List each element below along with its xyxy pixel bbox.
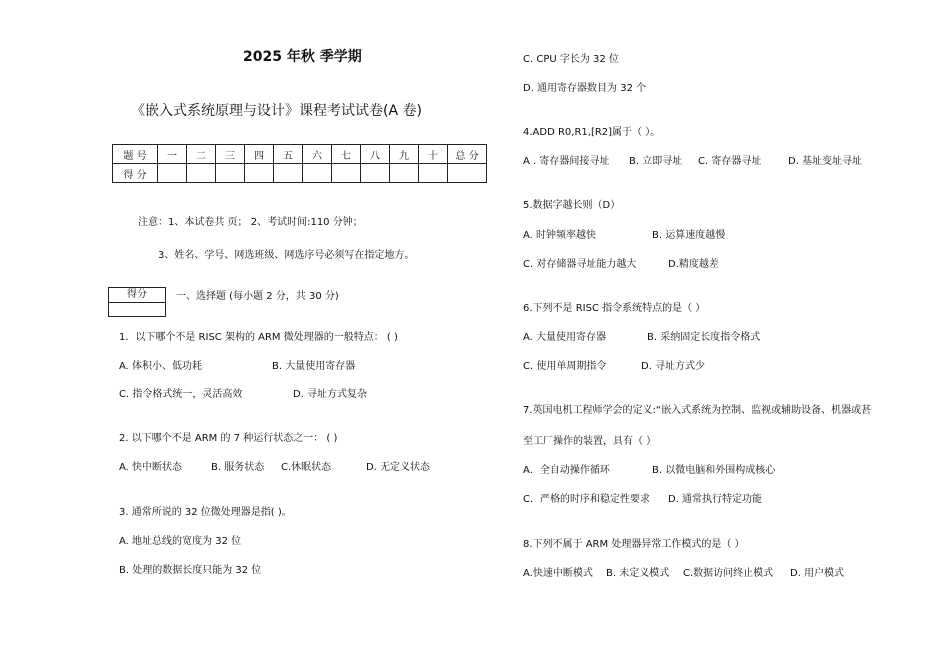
question-2: 2. 以下哪个不是 ARM 的 7 种运行状态之一： ( ) <box>119 433 338 444</box>
q1-option-d: D. 寻址方式复杂 <box>293 389 368 400</box>
score-cell-2: 二 <box>187 145 216 164</box>
score-input-2 <box>187 164 216 183</box>
score-cell-5: 五 <box>274 145 303 164</box>
question-1: 1．以下哪个不是 RISC 架构的 ARM 微处理器的一般特点： ( ) <box>119 332 398 343</box>
score-cell-3: 三 <box>216 145 245 164</box>
q3-option-d: D. 通用寄存器数目为 32 个 <box>523 83 647 94</box>
q2-option-b: B. 服务状态 <box>211 462 265 473</box>
section-title: 一、选择题 (每小题 2 分，共 30 分) <box>176 291 339 302</box>
question-5: 5.数据字越长则（D） <box>523 200 621 211</box>
score-table-score-row <box>113 164 487 183</box>
q3-option-b: B. 处理的数据长度只能为 32 位 <box>119 565 262 576</box>
question-7-line-2: 至工厂操作的装置，具有（ ） <box>523 436 657 447</box>
q4-option-a: A . 寄存器间接寻址 <box>523 156 610 167</box>
score-cell-10: 十 <box>419 145 448 164</box>
section-score-box <box>108 287 166 317</box>
q8-option-b: B. 未定义模式 <box>606 568 670 579</box>
q2-option-c: C.休眠状态 <box>281 462 332 473</box>
q7-option-d: D. 通常执行特定功能 <box>668 494 763 505</box>
question-3: 3. 通常所说的 32 位微处理器是指( )。 <box>119 507 292 518</box>
section-score-label: 得分 <box>109 288 165 303</box>
q5-option-c: C. 对存储器寻址能力越大 <box>523 259 637 270</box>
score-cell-1: 一 <box>158 145 187 164</box>
question-4: 4.ADD R0,R1,[R2]属于（ ）。 <box>523 127 661 138</box>
score-input-4 <box>245 164 274 183</box>
q8-option-d: D. 用户模式 <box>790 568 845 579</box>
score-table-header-row <box>113 145 487 164</box>
score-cell-7: 七 <box>332 145 361 164</box>
q6-option-a: A. 大量使用寄存器 <box>523 332 607 343</box>
question-8: 8.下列不属于 ARM 处理器异常工作模式的是（ ） <box>523 539 745 550</box>
question-7-line-1: 7.英国电机工程师学会的定义:“嵌入式系统为控制、监视或辅助设备、机器或甚 <box>523 405 872 416</box>
q1-option-c: C. 指令格式统一，灵活高效 <box>119 389 243 400</box>
q4-option-c: C. 寄存器寻址 <box>698 156 762 167</box>
score-cell-4: 四 <box>245 145 274 164</box>
q6-option-b: B. 采纳固定长度指令格式 <box>647 332 761 343</box>
q5-option-a: A. 时钟频率越快 <box>523 230 597 241</box>
q1-option-a: A. 体积小、低功耗 <box>119 361 203 372</box>
q7-option-a: A．全自动操作循环 <box>523 465 610 476</box>
note-line-2: 3、姓名、学号、网选班级、网选序号必须写在指定地方。 <box>158 250 415 261</box>
score-input-9 <box>390 164 419 183</box>
q8-option-c: C.数据访问终止模式 <box>683 568 774 579</box>
score-row-label: 得 分 <box>113 164 158 183</box>
q3-option-a: A. 地址总线的宽度为 32 位 <box>119 536 242 547</box>
question-6: 6.下列不是 RISC 指令系统特点的是（ ） <box>523 303 706 314</box>
q6-option-c: C. 使用单周期指令 <box>523 361 607 372</box>
score-input-7 <box>332 164 361 183</box>
score-input-10 <box>419 164 448 183</box>
q5-option-b: B. 运算速度越慢 <box>652 230 726 241</box>
q7-option-c: C．严格的时序和稳定性要求 <box>523 494 650 505</box>
q2-option-d: D. 无定义状态 <box>366 462 431 473</box>
score-cell-total: 总 分 <box>448 145 487 164</box>
q4-option-b: B. 立即寻址 <box>629 156 683 167</box>
q3-option-c: C. CPU 字长为 32 位 <box>523 54 619 65</box>
q6-option-d: D. 寻址方式少 <box>641 361 706 372</box>
score-input-5 <box>274 164 303 183</box>
q1-option-b: B. 大量使用寄存器 <box>272 361 356 372</box>
score-cell-8: 八 <box>361 145 390 164</box>
q7-option-b: B. 以微电脑和外围构成核心 <box>652 465 776 476</box>
score-input-1 <box>158 164 187 183</box>
score-cell-9: 九 <box>390 145 419 164</box>
score-input-total <box>448 164 487 183</box>
score-input-3 <box>216 164 245 183</box>
note-line-1: 注意：1、本试卷共 页； 2、考试时间:110 分钟； <box>138 217 363 228</box>
score-input-6 <box>303 164 332 183</box>
score-input-8 <box>361 164 390 183</box>
q8-option-a: A.快速中断模式 <box>523 568 593 579</box>
score-cell-label: 题 号 <box>113 145 158 164</box>
term-heading: 2025 年秋 季学期 <box>243 49 362 65</box>
q4-option-d: D. 基址变址寻址 <box>788 156 863 167</box>
score-table <box>112 144 487 183</box>
score-cell-6: 六 <box>303 145 332 164</box>
q5-option-d: D.精度越差 <box>668 259 719 270</box>
exam-title: 《嵌入式系统原理与设计》课程考试试卷(A 卷) <box>131 103 422 119</box>
q2-option-a: A. 快中断状态 <box>119 462 183 473</box>
